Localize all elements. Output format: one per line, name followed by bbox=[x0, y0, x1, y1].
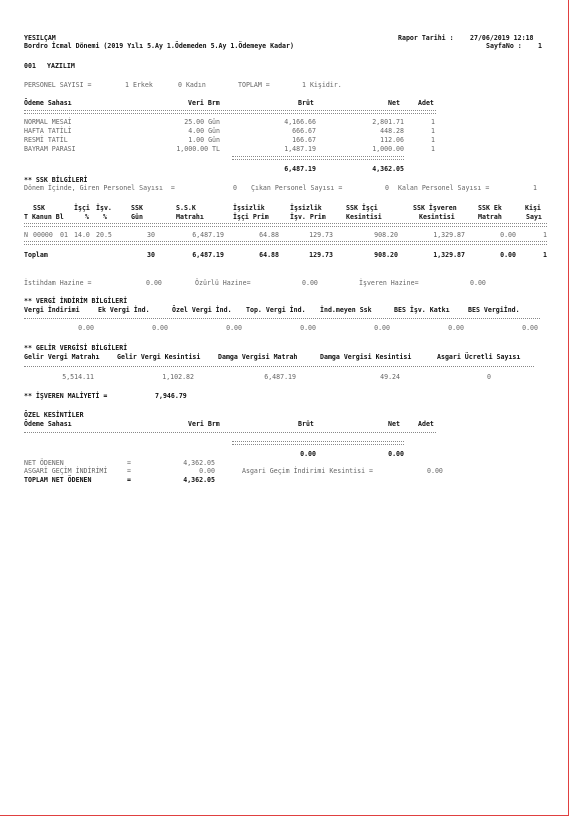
payment-name: HAFTA TATİLİ bbox=[24, 127, 72, 135]
ssk-total-ssk-isveren: 1,329.87 bbox=[433, 251, 465, 259]
ssk-header-gun: Gün bbox=[131, 213, 143, 221]
ssk-row-kisi: 1 bbox=[543, 231, 547, 239]
tax-ded-header-1: Vergi İndirimi bbox=[24, 306, 80, 314]
tax-ded-header-7: BES Vergiİnd. bbox=[468, 306, 520, 314]
ssk-header-kesinti1: Kesintisi bbox=[346, 213, 382, 221]
tax-ded-header-4: Top. Vergi İnd. bbox=[246, 306, 306, 314]
page-label: SayfaNo : bbox=[486, 42, 522, 50]
payment-net: 448.28 bbox=[380, 127, 404, 135]
payment-name: RESMİ TATİL bbox=[24, 136, 68, 144]
tax-ded-value-6: 0.00 bbox=[448, 324, 464, 332]
payment-unit: 1,000.00 TL bbox=[176, 145, 220, 153]
special-header-count: Adet bbox=[418, 420, 434, 428]
istihdam-label: İstihdam Hazine = bbox=[24, 279, 92, 287]
ssk-row-isv: 20.5 bbox=[96, 231, 112, 239]
payment-gross: 4,166.66 bbox=[284, 118, 316, 126]
payment-count: 1 bbox=[431, 145, 435, 153]
ssk-remaining-label: Kalan Personel Sayısı = bbox=[398, 184, 490, 192]
ssk-total-ssk-isci: 908.20 bbox=[374, 251, 398, 259]
ssk-header-ssk-gun: SSK bbox=[131, 204, 143, 212]
special-header-name: Ödeme Sahası bbox=[24, 420, 72, 428]
ssk-entered: 0 bbox=[233, 184, 237, 192]
income-tax-value-1: 5,514.11 bbox=[62, 373, 94, 381]
ssk-header-isv-prim: İşv. Prim bbox=[290, 213, 326, 221]
payments-header-gross: Brüt bbox=[298, 99, 314, 107]
income-tax-header-2: Gelir Vergi Kesintisi bbox=[117, 353, 201, 361]
ssk-header-issizlik-isv: İşsizlik bbox=[290, 204, 322, 212]
personnel-count-label: PERSONEL SAYISI = bbox=[24, 81, 92, 89]
special-total-gross: 0.00 bbox=[300, 450, 316, 458]
payments-total-gross: 6,487.19 bbox=[284, 165, 316, 173]
payment-net: 112.06 bbox=[380, 136, 404, 144]
tax-ded-value-3: 0.00 bbox=[226, 324, 242, 332]
ssk-header-ssk-isci: SSK İşçi bbox=[346, 204, 378, 212]
tax-ded-value-4: 0.00 bbox=[300, 324, 316, 332]
ssk-row-issizlik-isv: 129.73 bbox=[309, 231, 333, 239]
personnel-total: 1 Kişidir. bbox=[302, 81, 342, 89]
ssk-total-matrah: 6,487.19 bbox=[192, 251, 224, 259]
payment-name: BAYRAM PARASI bbox=[24, 145, 76, 153]
income-tax-rule bbox=[24, 366, 534, 367]
agi-label: ASGARİ GEÇİM İNDİRİMİ bbox=[24, 467, 108, 475]
report-date-label: Rapor Tarihi : bbox=[398, 34, 454, 42]
payment-name: NORMAL MESAİ bbox=[24, 118, 72, 126]
agi-cut-label: Asgari Geçim İndirimi Kesintisi = bbox=[242, 467, 374, 475]
net-paid-eq: = bbox=[127, 459, 131, 467]
payment-unit: 4.00 Gün bbox=[188, 127, 220, 135]
income-tax-header-3: Damga Vergisi Matrah bbox=[218, 353, 298, 361]
income-tax-value-3: 6,487.19 bbox=[264, 373, 296, 381]
ssk-total-kisi: 1 bbox=[543, 251, 547, 259]
tax-ded-header-2: Ek Vergi İnd. bbox=[98, 306, 150, 314]
ozurlu-label: Özürlü Hazine= bbox=[195, 279, 251, 287]
istihdam-value: 0.00 bbox=[146, 279, 162, 287]
income-tax-header-1: Gelir Vergi Matrahı bbox=[24, 353, 100, 361]
ssk-header-pct2: % bbox=[103, 213, 107, 221]
ssk-row-matrah: 6,487.19 bbox=[192, 231, 224, 239]
isveren-hazine-value: 0.00 bbox=[470, 279, 486, 287]
income-tax-value-5: 0 bbox=[487, 373, 491, 381]
ssk-row-issizlik-isci: 64.88 bbox=[259, 231, 279, 239]
ssk-row-isci: 14.0 bbox=[74, 231, 90, 239]
ssk-header-matrahi: Matrahı bbox=[176, 213, 204, 221]
employer-cost-label: ** İŞVEREN MALİYETİ = bbox=[24, 392, 108, 400]
ssk-total-ek: 0.00 bbox=[500, 251, 516, 259]
agi-value: 0.00 bbox=[199, 467, 215, 475]
ssk-header-ssk-isveren: SSK İşveren bbox=[413, 204, 457, 212]
employer-cost-value: 7,946.79 bbox=[155, 392, 187, 400]
ssk-header-ek: SSK Ek bbox=[478, 204, 502, 212]
tax-ded-value-5: 0.00 bbox=[374, 324, 390, 332]
ssk-header-isv: İşv. bbox=[96, 204, 112, 212]
ssk-remaining: 1 bbox=[533, 184, 537, 192]
payment-gross: 666.67 bbox=[292, 127, 316, 135]
report-date: 27/06/2019 12:18 bbox=[470, 34, 534, 42]
ssk-row-gun: 30 bbox=[147, 231, 155, 239]
ssk-header-matrah: S.S.K bbox=[176, 204, 196, 212]
ozurlu-value: 0.00 bbox=[302, 279, 318, 287]
payment-count: 1 bbox=[431, 127, 435, 135]
payments-header-count: Adet bbox=[418, 99, 434, 107]
income-tax-title: ** GELİR VERGİSİ BİLGİLERİ bbox=[24, 344, 128, 352]
ssk-row-bl: 01 bbox=[60, 231, 68, 239]
tax-ded-header-3: Özel Vergi İnd. bbox=[172, 306, 232, 314]
special-header-rule bbox=[24, 432, 436, 433]
ssk-row-kanun: 00000 bbox=[33, 231, 53, 239]
isveren-hazine-label: İşveren Hazine= bbox=[359, 279, 419, 287]
ssk-total-issizlik-isv: 129.73 bbox=[309, 251, 333, 259]
section-name: YAZILIM bbox=[47, 62, 75, 70]
payment-net: 2,801.71 bbox=[372, 118, 404, 126]
payments-header-net: Net bbox=[388, 99, 400, 107]
net-paid-label: NET ÖDENEN bbox=[24, 459, 64, 467]
tax-deduction-title: ** VERGİ İNDİRİM BİLGİLERİ bbox=[24, 297, 128, 305]
ssk-header-ssk: SSK bbox=[33, 204, 45, 212]
personnel-male: 1 Erkek bbox=[125, 81, 153, 89]
personnel-total-label: TOPLAM = bbox=[238, 81, 270, 89]
ssk-total-issizlik-isci: 64.88 bbox=[259, 251, 279, 259]
payments-header-unit: Veri Brm bbox=[188, 99, 220, 107]
payment-count: 1 bbox=[431, 118, 435, 126]
ssk-row-ssk-isveren: 1,329.87 bbox=[433, 231, 465, 239]
ssk-header-kisi: Kişi bbox=[525, 204, 541, 212]
payment-unit: 25.00 Gün bbox=[184, 118, 220, 126]
income-tax-header-4: Damga Vergisi Kesintisi bbox=[320, 353, 412, 361]
ssk-header-pct1: % bbox=[85, 213, 89, 221]
payment-gross: 166.67 bbox=[292, 136, 316, 144]
total-net-value: 4,362.05 bbox=[183, 476, 215, 484]
special-header-gross: Brüt bbox=[298, 420, 314, 428]
ssk-title: ** SSK BİLGİLERİ bbox=[24, 176, 88, 184]
ssk-header-rule bbox=[24, 223, 547, 227]
total-net-eq: = bbox=[127, 476, 131, 484]
ssk-row-ek: 0.00 bbox=[500, 231, 516, 239]
payment-gross: 1,487.19 bbox=[284, 145, 316, 153]
ssk-total-rule bbox=[24, 241, 547, 245]
income-tax-header-5: Asgari Ücretli Sayısı bbox=[437, 353, 521, 361]
payment-net: 1,000.00 bbox=[372, 145, 404, 153]
payments-total-rule bbox=[232, 156, 404, 160]
ssk-header-kanun: T Kanun Bl bbox=[24, 213, 64, 221]
section-code: 001 bbox=[24, 62, 36, 70]
personnel-female: 0 Kadın bbox=[178, 81, 206, 89]
special-title: ÖZEL KESİNTİLER bbox=[24, 411, 84, 419]
total-net-label: TOPLAM NET ÖDENEN bbox=[24, 476, 92, 484]
tax-ded-rule bbox=[24, 318, 540, 319]
ssk-left-label: Çıkan Personel Sayısı = bbox=[251, 184, 343, 192]
agi-eq: = bbox=[127, 467, 131, 475]
ssk-total-gun: 30 bbox=[147, 251, 155, 259]
ssk-entered-label: Dönem İçinde, Giren Personel Sayısı = bbox=[24, 184, 175, 192]
report-title: Bordro İcmal Dönemi (2019 Yılı 5.Ay 1.Ödemeden 5.Ay 1.Ödemeye Kadar) bbox=[24, 42, 294, 50]
ssk-header-sayi: Sayı bbox=[526, 213, 542, 221]
ssk-header-kesinti2: Kesintisi bbox=[419, 213, 455, 221]
payment-unit: 1.00 Gün bbox=[188, 136, 220, 144]
tax-ded-header-5: İnd.meyen Ssk bbox=[320, 306, 372, 314]
income-tax-value-4: 49.24 bbox=[380, 373, 400, 381]
ssk-header-isci-prim: İşçi Prim bbox=[233, 213, 269, 221]
ssk-header-isci: İşçi bbox=[74, 204, 90, 212]
tax-ded-header-6: BES İşv. Katkı bbox=[394, 306, 450, 314]
ssk-header-ek-matrah: Matrah bbox=[478, 213, 502, 221]
special-total-net: 0.00 bbox=[388, 450, 404, 458]
ssk-row-ssk-isci: 908.20 bbox=[374, 231, 398, 239]
tax-ded-value-7: 0.00 bbox=[522, 324, 538, 332]
page-number: 1 bbox=[538, 42, 542, 50]
ssk-row-t: N bbox=[24, 231, 28, 239]
company-name: YESILÇAM bbox=[24, 34, 56, 42]
payments-header-name: Ödeme Sahası bbox=[24, 99, 72, 107]
agi-cut-value: 0.00 bbox=[427, 467, 443, 475]
ssk-header-issizlik-isci: İşsizlik bbox=[233, 204, 265, 212]
special-header-unit: Veri Brm bbox=[188, 420, 220, 428]
tax-ded-value-2: 0.00 bbox=[152, 324, 168, 332]
payments-total-net: 4,362.05 bbox=[372, 165, 404, 173]
ssk-left: 0 bbox=[385, 184, 389, 192]
tax-ded-value-1: 0.00 bbox=[78, 324, 94, 332]
payment-count: 1 bbox=[431, 136, 435, 144]
special-header-net: Net bbox=[388, 420, 400, 428]
payments-header-rule bbox=[24, 110, 436, 114]
ssk-total-label: Toplam bbox=[24, 251, 48, 259]
income-tax-value-2: 1,102.82 bbox=[162, 373, 194, 381]
net-paid-value: 4,362.05 bbox=[183, 459, 215, 467]
special-total-rule bbox=[232, 441, 404, 445]
